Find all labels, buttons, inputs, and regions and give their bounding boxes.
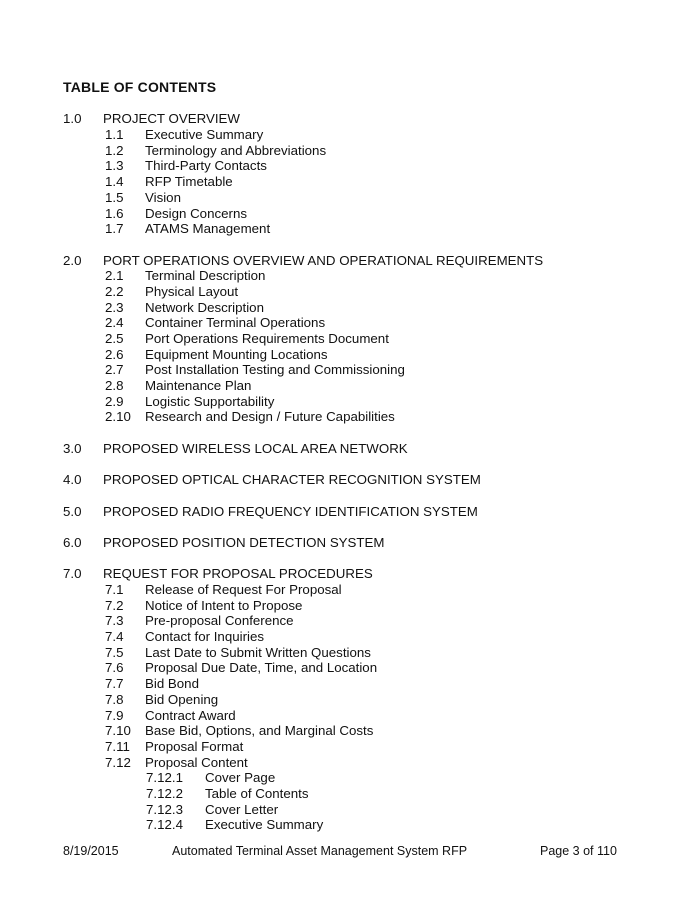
toc-entry-row [63, 723, 656, 739]
toc-entry-row [63, 629, 656, 645]
toc-entry-row [63, 143, 656, 159]
toc-entry-number: 1.5 [105, 189, 124, 205]
toc-subentry-title: Executive Summary [205, 817, 324, 833]
toc-entry-row [63, 378, 656, 394]
toc-entry-row [63, 755, 656, 771]
toc-entry-title: Last Date to Submit Written Questions [145, 644, 371, 660]
toc-entry-number: 2.10 [105, 409, 131, 425]
toc-subentry-number: 7.12.4 [146, 817, 183, 833]
toc-section-row [63, 111, 656, 127]
toc-entry-number: 7.2 [105, 597, 124, 613]
toc-entry-title: Vision [145, 189, 181, 205]
footer-document-title: Automated Terminal Asset Management System RFP [172, 844, 468, 858]
toc-entry-row [63, 582, 656, 598]
toc-entry-title: Physical Layout [145, 283, 239, 299]
toc-section-title: PROPOSED RADIO FREQUENCY IDENTIFICATION SYSTEM [103, 503, 478, 519]
toc-section-row [63, 504, 656, 520]
toc-entry-row [63, 127, 656, 143]
toc-entry-title: Terminology and Abbreviations [145, 142, 327, 158]
footer-date: 8/19/2015 [63, 844, 119, 858]
toc-entry-row [63, 598, 656, 614]
toc-entry-title: Notice of Intent to Propose [145, 597, 303, 613]
toc-entry-number: 2.3 [105, 299, 124, 315]
toc-entry-row [63, 284, 656, 300]
toc-entry-title: Contract Award [145, 707, 236, 723]
toc-entry-number: 1.1 [105, 127, 124, 143]
footer-page-number: Page 3 of 110 [540, 844, 617, 858]
toc-entry-title: Pre-proposal Conference [145, 613, 294, 629]
toc-entry-row [63, 315, 656, 331]
toc-section-title: REQUEST FOR PROPOSAL PROCEDURES [103, 566, 373, 582]
toc-entry-number: 7.7 [105, 676, 124, 692]
toc-section-row [63, 566, 656, 582]
toc-entry-number: 1.6 [105, 205, 124, 221]
toc-section-title: PROPOSED POSITION DETECTION SYSTEM [103, 534, 385, 550]
toc-entry-row [63, 676, 656, 692]
toc-section-row [63, 535, 656, 551]
toc-section-number: 6.0 [63, 534, 82, 550]
toc-entry-row [63, 268, 656, 284]
toc-section-row [63, 253, 656, 269]
toc-entry-row [63, 174, 656, 190]
toc-entry-title: Release of Request For Proposal [145, 582, 342, 597]
toc-subentry-row [63, 817, 656, 833]
toc-entry-row [63, 347, 656, 363]
toc-entry-row [63, 409, 656, 425]
toc-entry-row [63, 739, 656, 755]
toc-entry-title: ATAMS Management [145, 221, 271, 237]
toc-entry-row [63, 645, 656, 661]
toc-entry-title: Proposal Content [145, 754, 248, 770]
toc-entry-number: 7.1 [105, 582, 124, 597]
toc-entry-row [63, 158, 656, 174]
toc-section-title: PROJECT OVERVIEW [103, 111, 240, 127]
toc-subentry-row [63, 770, 656, 786]
toc-entry-title: Port Operations Requirements Document [145, 331, 389, 346]
table-of-contents [63, 111, 656, 833]
toc-section [63, 111, 656, 237]
toc-entry-title: Proposal Format [145, 738, 244, 754]
toc-subentry-number: 7.12.2 [146, 785, 183, 801]
toc-entry-number: 7.6 [105, 660, 124, 676]
toc-entry-number: 7.10 [105, 723, 131, 739]
toc-entry-title: Post Installation Testing and Commissioning [145, 362, 405, 378]
toc-entry-title: Equipment Mounting Locations [145, 346, 328, 362]
toc-section [63, 441, 656, 457]
toc-entry-number: 7.12 [105, 754, 131, 770]
toc-section-row [63, 472, 656, 488]
toc-section-number: 1.0 [63, 111, 82, 127]
toc-entry-number: 7.4 [105, 629, 124, 645]
toc-entry-row [63, 190, 656, 206]
toc-entry-title: Maintenance Plan [145, 378, 252, 394]
toc-entry-title: Terminal Description [145, 268, 266, 284]
toc-entry-number: 2.9 [105, 393, 124, 409]
toc-entry-title: Design Concerns [145, 205, 247, 221]
toc-section-number: 7.0 [63, 566, 82, 582]
toc-entry-number: 2.1 [105, 268, 124, 284]
toc-section-row [63, 441, 656, 457]
toc-entry-row [63, 206, 656, 222]
toc-entry-row [63, 613, 656, 629]
toc-entry-number: 2.7 [105, 362, 124, 378]
toc-section [63, 472, 656, 488]
toc-entry-row [63, 708, 656, 724]
toc-section-title: PROPOSED OPTICAL CHARACTER RECOGNITION SYSTEM [103, 472, 481, 488]
toc-subentry-title: Cover Page [205, 770, 276, 786]
toc-subentry-number: 7.12.3 [146, 801, 183, 817]
toc-entry-number: 2.6 [105, 346, 124, 362]
toc-subentry-row [63, 802, 656, 818]
toc-entry-title: RFP Timetable [145, 174, 233, 190]
toc-entry-title: Base Bid, Options, and Marginal Costs [145, 723, 374, 739]
toc-section-number: 4.0 [63, 472, 82, 488]
toc-entry-title: Research and Design / Future Capabilities [145, 409, 395, 425]
toc-entry-number: 2.2 [105, 283, 124, 299]
toc-subentry-title: Cover Letter [205, 801, 279, 817]
toc-entry-number: 7.8 [105, 691, 124, 707]
toc-entry-title: Container Terminal Operations [145, 315, 326, 331]
toc-section-title: PROPOSED WIRELESS LOCAL AREA NETWORK [103, 440, 408, 456]
toc-entry-row [63, 692, 656, 708]
toc-section-number: 3.0 [63, 440, 82, 456]
toc-section [63, 504, 656, 520]
toc-entry-row [63, 300, 656, 316]
document-content [63, 80, 656, 833]
toc-section [63, 535, 656, 551]
toc-section [63, 253, 656, 426]
toc-section-number: 5.0 [63, 503, 82, 519]
toc-entry-number: 2.8 [105, 378, 124, 394]
toc-entry-number: 2.4 [105, 315, 124, 331]
toc-section-title: PORT OPERATIONS OVERVIEW AND OPERATIONAL REQUIREMENTS [103, 252, 544, 268]
page-title: TABLE OF CONTENTS [63, 79, 217, 95]
toc-entry-title: Contact for Inquiries [145, 629, 264, 645]
toc-entry-title: Network Description [145, 299, 264, 315]
toc-entry-row [63, 362, 656, 378]
toc-entry-number: 7.9 [105, 707, 124, 723]
toc-subentry-number: 7.12.1 [146, 770, 183, 786]
toc-entry-number: 1.4 [105, 174, 124, 190]
toc-entry-number: 1.3 [105, 158, 124, 174]
toc-entry-number: 7.11 [105, 738, 130, 754]
toc-entry-title: Executive Summary [145, 127, 264, 143]
toc-entry-number: 1.2 [105, 142, 124, 158]
toc-entry-title: Third-Party Contacts [145, 158, 267, 174]
toc-entry-row [63, 394, 656, 410]
toc-subentry-title: Table of Contents [205, 785, 309, 801]
toc-entry-title: Logistic Supportability [145, 393, 275, 409]
toc-entry-number: 7.5 [105, 644, 124, 660]
page-footer [63, 844, 633, 860]
toc-entry-title: Bid Bond [145, 676, 199, 692]
toc-section-number: 2.0 [63, 252, 82, 268]
toc-section [63, 566, 656, 833]
toc-entry-title: Bid Opening [145, 691, 219, 707]
toc-entry-number: 2.5 [105, 331, 124, 346]
toc-entry-number: 7.3 [105, 613, 124, 629]
toc-entry-row [63, 221, 656, 237]
toc-entry-title: Proposal Due Date, Time, and Location [145, 660, 378, 676]
toc-subentry-row [63, 786, 656, 802]
toc-entry-row [63, 331, 656, 347]
toc-entry-row [63, 660, 656, 676]
toc-entry-number: 1.7 [105, 221, 124, 237]
